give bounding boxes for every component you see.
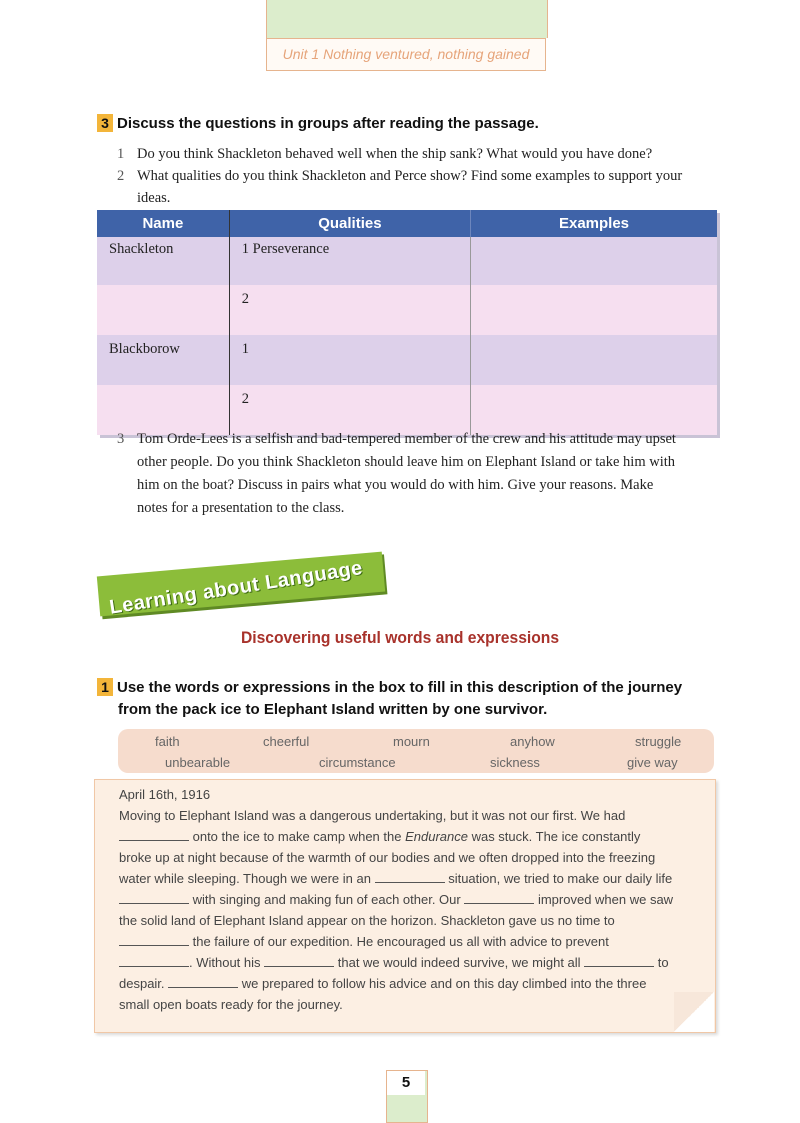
section-3-heading-text: Discuss the questions in groups after reading the passage.	[117, 115, 539, 132]
word-option: unbearable	[165, 755, 231, 770]
question-number: 2	[117, 168, 125, 184]
passage-line: small open boats ready for the journey.	[119, 997, 343, 1012]
section-1-heading-line1: Use the words or expressions in the box to fill in this description of the journey	[117, 679, 683, 696]
section-number-badge: 1	[97, 678, 113, 696]
question-3-line: other people. Do you think Shackleton should leave him on Elephant Island or take him with	[137, 454, 676, 470]
cell-example[interactable]	[470, 335, 717, 385]
question-1	[117, 143, 652, 165]
table-header-row	[97, 210, 717, 237]
question-text: What qualities do you think Shackleton and Perce show? Find some examples to support your	[137, 168, 683, 184]
blank-field[interactable]	[119, 954, 189, 967]
question-text: Tom Orde-Lees is a selfish and bad-tempered member of the crew and his attitude may upset	[137, 431, 676, 447]
header-qualities: Qualities	[229, 210, 470, 237]
word-option: give way	[627, 755, 678, 770]
cell-name	[97, 285, 229, 335]
question-text: Do you think Shackleton behaved well when the ship sank? What would you have done?	[137, 146, 653, 162]
passage-line: Moving to Elephant Island was a dangerous undertaking, but it was not our first. We had	[119, 808, 626, 823]
question-3-line: him on the boat? Discuss in pairs what you would do with him. Give your reasons. Make	[137, 477, 654, 493]
passage-line: . Without his that we would indeed survive, we might all to	[119, 952, 699, 973]
section-number-badge: 3	[97, 114, 113, 132]
passage-line: despair. we prepared to follow his advice and on this day climbed into the three	[119, 976, 647, 991]
passage-box	[94, 779, 716, 1033]
cell-example[interactable]	[470, 285, 717, 335]
cell-quality: 2	[229, 385, 470, 435]
section-1-heading-line2: from the pack ice to Elephant Island written by one survivor.	[118, 701, 548, 718]
table-row	[97, 285, 717, 335]
word-box	[118, 729, 714, 773]
word-option: faith	[155, 734, 180, 749]
ship-name: Endurance	[405, 829, 468, 844]
page-curl	[674, 992, 714, 1032]
passage-line: water while sleeping. Though we were in an situation, we tried to make our daily life	[119, 871, 673, 886]
section-3-heading	[97, 113, 539, 135]
word-option: cheerful	[263, 734, 310, 749]
banner-title: Learning about Language	[108, 556, 365, 619]
blank-field[interactable]	[584, 954, 654, 967]
unit-title: Unit 1 Nothing ventured, nothing gained	[266, 38, 546, 71]
question-3	[117, 428, 676, 450]
word-option: struggle	[635, 734, 682, 749]
blank-field[interactable]	[168, 975, 238, 988]
question-number: 3	[117, 431, 125, 447]
qualities-table	[97, 210, 717, 435]
header-examples: Examples	[470, 210, 717, 237]
blank-field[interactable]	[264, 954, 334, 967]
passage-line: the failure of our expedition. He encouraged us all with advice to prevent	[119, 931, 699, 952]
question-2	[117, 165, 682, 187]
header-band	[266, 0, 548, 38]
word-option: mourn	[393, 734, 430, 749]
passage-line: broke up at night because of the warmth of our bodies and we often dropped into the freezing	[119, 850, 656, 865]
passage-line: the solid land of Elephant Island appear on the horizon. Shackleton gave us no time to	[119, 913, 615, 928]
blank-field[interactable]	[119, 891, 189, 904]
question-2-continuation: ideas.	[137, 190, 171, 206]
blank-field[interactable]	[119, 828, 189, 841]
word-option: sickness	[490, 755, 540, 770]
cell-quality: 2	[229, 285, 470, 335]
word-option: anyhow	[510, 734, 555, 749]
cell-quality: 1 Perseverance	[229, 237, 470, 285]
cell-name: Shackleton	[97, 237, 229, 285]
table-row	[97, 335, 717, 385]
table-row	[97, 237, 717, 285]
passage-date: April 16th, 1916	[119, 787, 211, 802]
passage-line: with singing and making fun of each other. Our improved when we saw	[119, 889, 699, 910]
cell-quality: 1	[229, 335, 470, 385]
question-number: 1	[117, 146, 125, 162]
blank-field[interactable]	[464, 891, 534, 904]
question-3-line: notes for a presentation to the class.	[137, 500, 345, 516]
subheading: Discovering useful words and expressions	[240, 628, 560, 647]
blank-field[interactable]	[375, 870, 445, 883]
header-name: Name	[97, 210, 229, 237]
page-number: 5	[387, 1071, 425, 1095]
blank-field[interactable]	[119, 933, 189, 946]
cell-example[interactable]	[470, 237, 717, 285]
section-1-heading	[97, 677, 682, 699]
word-option: circumstance	[319, 755, 396, 770]
cell-name: Blackborow	[97, 335, 229, 385]
passage-line: onto the ice to make camp when the Endurance was stuck. The ice constantly	[119, 826, 699, 847]
